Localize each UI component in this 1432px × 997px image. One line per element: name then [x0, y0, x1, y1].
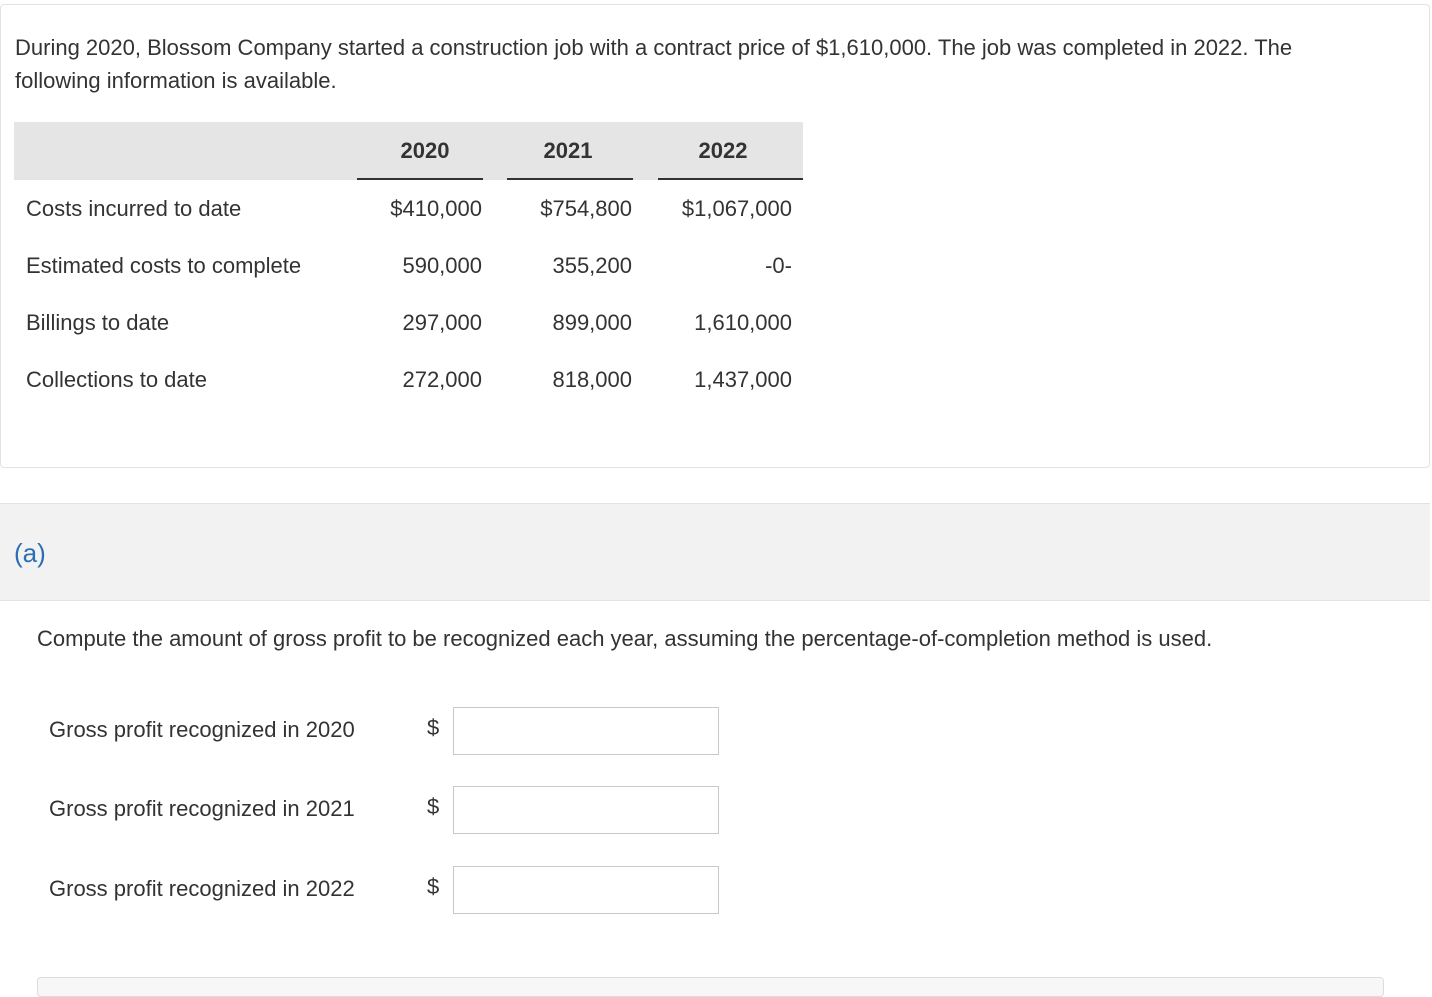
problem-statement-line-2: following information is available. [15, 68, 337, 93]
header-year [493, 122, 643, 180]
row-label: Costs incurred to date [26, 195, 242, 221]
cell-value: 899,000 [552, 309, 632, 335]
cell-value: 818,000 [552, 366, 632, 392]
cell-value: 355,200 [552, 252, 632, 278]
gross-profit-2020-input[interactable] [453, 707, 719, 755]
table-row [14, 351, 803, 408]
row-label: Estimated costs to complete [26, 252, 302, 278]
cell-value: 272,000 [402, 366, 482, 392]
problem-statement-line-1: During 2020, Blossom Company started a construction job with a contract price of $1,610,000. The job was completed in 2022. The [15, 35, 1293, 60]
row-label: Collections to date [26, 366, 207, 392]
header-year-2021: 2021 [543, 138, 593, 163]
table-header-row [14, 122, 803, 180]
answer-row-2021 [49, 786, 729, 836]
gross-profit-2021-input[interactable] [453, 786, 719, 834]
cell-value: $1,067,000 [681, 195, 792, 221]
problem-statement [15, 31, 1405, 97]
cell-value: 297,000 [402, 309, 482, 335]
header-blank [14, 122, 357, 180]
dollar-sign: $ [427, 715, 440, 740]
table-row [14, 180, 803, 237]
part-a-header [0, 503, 1430, 601]
answer-row-2022 [49, 866, 729, 916]
table-row [14, 294, 803, 351]
row-label: Billings to date [26, 309, 170, 335]
cell-value: -0- [765, 252, 792, 278]
answer-row-2020 [49, 707, 729, 757]
bottom-panel [37, 977, 1384, 997]
gross-profit-2022-input[interactable] [453, 866, 719, 914]
header-year-2020: 2020 [400, 138, 450, 163]
cell-value: $754,800 [540, 195, 632, 221]
header-year-2022: 2022 [698, 138, 748, 163]
table-row [14, 237, 803, 294]
cell-value: $410,000 [390, 195, 482, 221]
answer-label: Gross profit recognized in 2020 [49, 717, 355, 742]
header-underline [507, 178, 633, 180]
cell-value: 590,000 [402, 252, 482, 278]
header-year [357, 122, 493, 180]
header-underline [658, 178, 803, 180]
cost-data-table [14, 122, 803, 408]
part-instruction: Compute the amount of gross profit to be recognized each year, assuming the percentage-of-completion method is used. [37, 626, 1213, 651]
dollar-sign: $ [427, 874, 440, 899]
dollar-sign: $ [427, 794, 440, 819]
header-underline [357, 178, 483, 180]
cell-value: 1,437,000 [694, 366, 792, 392]
answer-label: Gross profit recognized in 2021 [49, 796, 355, 821]
answer-label: Gross profit recognized in 2022 [49, 876, 355, 901]
header-year [643, 122, 803, 180]
cell-value: 1,610,000 [694, 309, 792, 335]
part-label: (a) [14, 538, 46, 568]
